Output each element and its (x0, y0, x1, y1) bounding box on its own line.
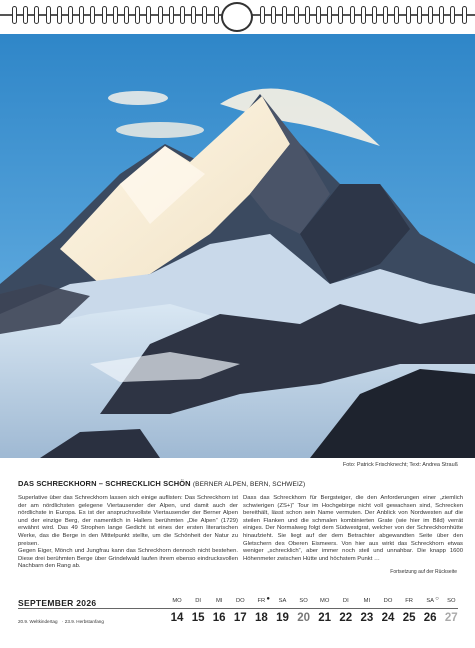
binding-coil (202, 6, 207, 24)
binding-coil (428, 6, 433, 24)
binding-coil (417, 6, 422, 24)
weekday-label: FR (405, 598, 413, 604)
binding-coil (406, 6, 411, 24)
binding-coil (372, 6, 377, 24)
day-number: 21 (318, 612, 332, 624)
binding-coil (271, 6, 276, 24)
binding-coil (191, 6, 196, 24)
weekday-label: DO (235, 598, 245, 604)
month-title: SEPTEMBER 2026 (18, 598, 97, 608)
spiral-binding (0, 0, 475, 34)
binding-coil (305, 6, 310, 24)
article-column-left (18, 495, 238, 571)
weekday-label: MO (320, 598, 330, 604)
day-number: 25 (402, 612, 416, 624)
binding-coil (316, 6, 321, 24)
binding-coil (439, 6, 444, 24)
binding-coil (124, 6, 129, 24)
binding-coil (327, 6, 332, 24)
binding-coil (180, 6, 185, 24)
binding-coil (113, 6, 118, 24)
day-number: 24 (381, 612, 395, 624)
binding-coil (135, 6, 140, 24)
binding-coil (450, 6, 455, 24)
binding-coil (146, 6, 151, 24)
article-column-right (243, 495, 463, 563)
binding-coil (79, 6, 84, 24)
binding-coil (23, 6, 28, 24)
weekday-label: FR (257, 598, 266, 604)
day-number: 17 (233, 612, 247, 624)
binding-coil (68, 6, 73, 24)
day-number: 26 (423, 612, 437, 624)
article-paragraph: Dass das Schreckhorn für Bergsteiger, die den Anforderungen einer „ziemlich schwierigen (ZS+)“ Tour im Hochgebirge nicht voll gewachsen sind, Schrecken bereithält, lässt schon sein Name vermuten. Der Anblick von Nordwesten auf die steilen Flanken und die schmalen kombinierten Grate (wie hier im Bild) verrät einiges. Der Normalweg folgt dem Südwestgrat, welcher von der Schreckhornhütte hinaufzieht. Sie liegt auf der dem Betrachter abgewandten Seite über den Gletschern des Oberen Eismeers. Von hier aus wirkt das Schreckhorn etwas weniger „schrecklich“, aber immer noch steil und unnahbar. Die knapp 1600 Höhenmeter zwischen Hütte und höchstem Punkt … (243, 495, 463, 562)
photo-credit: Foto: Patrick Frischknecht; Text: Andrea Strauß (342, 462, 458, 468)
binding-coil (90, 6, 95, 24)
weekday-label: DO (383, 598, 393, 604)
day-number: 16 (212, 612, 226, 624)
binding-coil (338, 6, 343, 24)
article-paragraph: Gegen Eiger, Mönch und Jungfrau kann das Schreckhorn dennoch nicht bestehen. Diese drei berühmten Berge über Grindelwald laufen ihrem ebenso eindrucksvollen Nachbarn den Rang ab. (18, 548, 238, 570)
binding-coil (46, 6, 51, 24)
article-subtitle: (BERNER ALPEN, BERN, SCHWEIZ) (192, 481, 306, 488)
day-number: 14 (170, 612, 184, 624)
moon-phase-icon: ● (266, 596, 271, 602)
binding-coil (294, 6, 299, 24)
day-number: 15 (191, 612, 205, 624)
binding-coil (350, 6, 355, 24)
weekday-label: MO (172, 598, 182, 604)
binding-coil (282, 6, 287, 24)
weekday-label: DI (342, 598, 349, 604)
holiday-note: 20.9. Weltkindertag (18, 619, 58, 624)
binding-coil (57, 6, 62, 24)
day-number: 27 (444, 612, 458, 624)
day-number: 22 (339, 612, 353, 624)
binding-coil (260, 6, 265, 24)
article-headline (18, 479, 305, 488)
day-number: 18 (254, 612, 268, 624)
binding-coil (169, 6, 174, 24)
weekday-label: SO (299, 598, 308, 604)
calendar-day (439, 598, 463, 624)
binding-coil (361, 6, 366, 24)
binding-coil (158, 6, 163, 24)
binding-coil (34, 6, 39, 24)
weekday-label: DI (195, 598, 201, 604)
binding-coil (12, 6, 17, 24)
binding-coil (462, 6, 467, 24)
weekday-label: SA (426, 598, 435, 604)
hanger-ring (221, 2, 253, 32)
article-title: DAS SCHRECKHORN – SCHRECKLICH SCHÖN (18, 479, 191, 488)
schreckhorn-illustration (0, 34, 475, 458)
weekday-label: MI (215, 598, 223, 604)
day-number: 20 (297, 612, 310, 624)
binding-coil (102, 6, 107, 24)
continued-note: Fortsetzung auf der Rückseite (390, 569, 457, 575)
weekday-label: MI (363, 598, 371, 604)
mountain-photo (0, 34, 475, 458)
weekday-label: SA (278, 598, 287, 604)
day-number: 19 (276, 612, 289, 624)
weekday-label: SO (447, 598, 456, 604)
binding-coil (383, 6, 388, 24)
holiday-note: · 23.9. Herbstanfang (62, 619, 104, 624)
binding-coil (394, 6, 399, 24)
calendar-strip (0, 594, 475, 648)
binding-coil (214, 6, 219, 24)
moon-phase-open-icon: ○ (435, 596, 439, 602)
article-paragraph: Superlative über das Schreckhorn lassen sich einige auflisten: Das Schreckhorn ist der am nördlichsten gelegene Viertausender der Alpen, und damit auch der nördlichste in Europa. Es ist der anspruchsvollste Viertausender der Berner Alpen und der einzige Berg, der namentlich in Hallers berühmten „Die Alpen“ (1729) erwähnt wird. Das 49 Strophen lange Gedicht ist eines der ersten literarischen Werke, das die Berge in den Mittelpunkt stellte, um die Schönheit der Natur zu preisen. (18, 495, 238, 547)
day-number: 23 (360, 612, 374, 624)
